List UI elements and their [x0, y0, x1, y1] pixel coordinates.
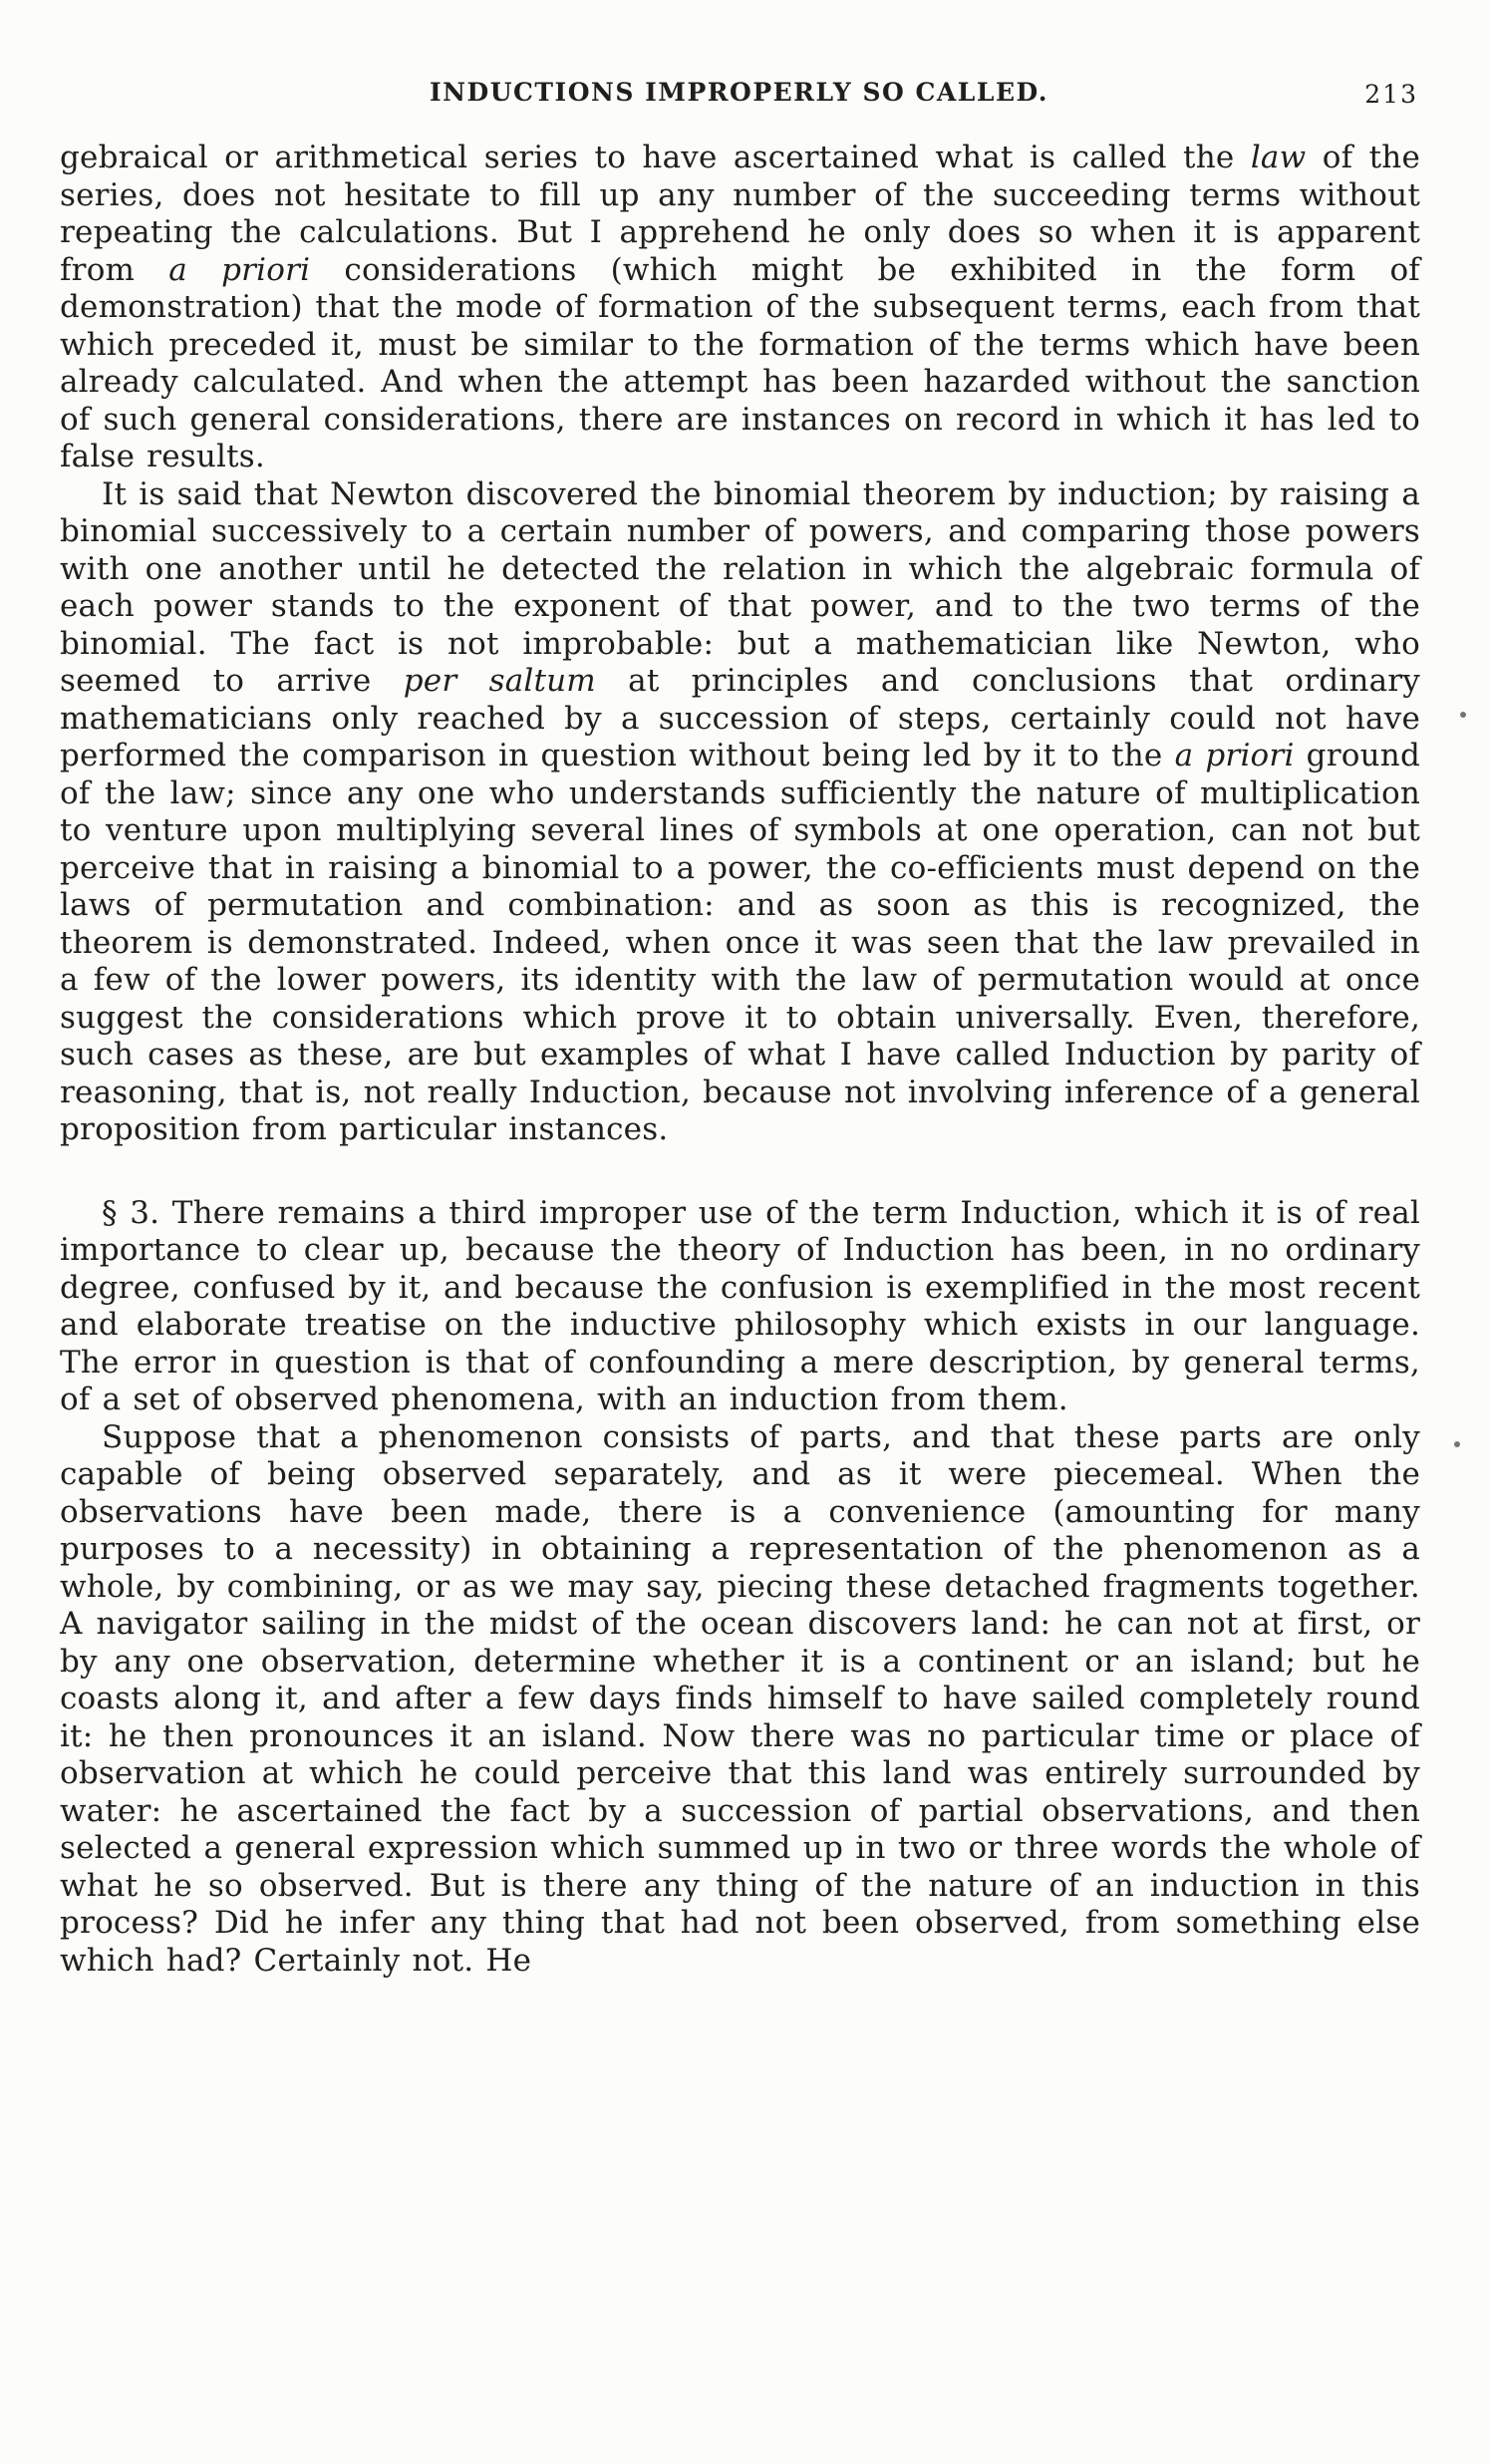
scan-speck	[1454, 1441, 1460, 1447]
page-number: 213	[1364, 80, 1418, 109]
scan-speck	[1460, 712, 1466, 718]
paragraph	[60, 140, 1420, 476]
text-run: ground of the law; since any one who understands sufficiently the nature of multiplication to venture upon multiplying several lines of symbols at one operation, can not but perceive that in raising a binomial to a power, the co-efficients must depend on the laws of permutation and combination: and as soon as this is recognized, the theorem is demonstrated. Indeed, when once it was seen that the law prevailed in a few of the lower powers, its identity with the law of permutation would at once suggest the considerations which prove it to obtain universally. Even, therefore, such cases as these, are but examples of what I have called Induction by parity of reasoning, that is, not really Induction, because not involving inference of a general proposition from particular instances.	[60, 738, 1420, 1147]
paragraph	[60, 1195, 1420, 1419]
text-run: § 3. There remains a third improper use of the term Induction, which it is of real importance to clear up, because the theory of Induction has been, in no ordinary degree, confused by it, and because the confusion is exemplified in the most recent and elaborate treatise on the inductive philosophy which exists in our language. The error in question is that of confounding a mere description, by general terms, of a set of observed phenomena, with an induction from them.	[60, 1194, 1420, 1417]
italic-text: a priori	[168, 251, 311, 288]
text-block	[60, 140, 1420, 1980]
page-header	[60, 78, 1418, 107]
italic-text: law	[1250, 140, 1307, 175]
paragraph	[60, 1419, 1420, 1981]
italic-text: a priori	[1174, 738, 1295, 773]
text-run: of the series, does not hesitate to fill up any number of the succeeding terms without repeating the calculations. But I apprehend he only does so when it is apparent from	[60, 140, 1420, 288]
paragraph	[60, 476, 1420, 1149]
text-run: at principles and conclusions that ordinary mathematicians only reached by a succession of steps, certainly could not have performed the comparison in question without being led by it to the	[60, 663, 1421, 773]
text-run: It is said that Newton discovered the binomial theorem by induction; by raising a binomial successively to a certain number of powers, and comparing those powers with one another until he detected the relation in which the algebraic formula of each power stands to the exponent of that power, and to the two terms of the binomial. The fact is not improbable: but a mathematician like Newton, who seemed to arrive	[60, 475, 1420, 699]
italic-text: per saltum	[403, 663, 596, 699]
text-run: Suppose that a phenomenon consists of parts, and that these parts are only capable of being observed separately, and as it were piecemeal. When the observations have been made, there is a convenience (amounting for many purposes to a necessity) in obtaining a representation of the phenomenon as a whole, by combining, or as we may say, piecing these detached fragments together. A navigator sailing in the midst of the ocean discovers land: he can not at first, or by any one observation, determine whether it is a continent or an island; but he coasts along it, and after a few days finds himself to have sailed completely round it: he then pronounces it an island. Now there was no particular time or place of observation at which he could perceive that this land was entirely surrounded by water: he ascertained the fact by a succession of partial observations, and then selected a general expression which summed up in two or three words the whole of what he so observed. But is there any thing of the nature of an induction in this process? Did he infer any thing that had not been observed, from something else which had? Certainly not. He	[60, 1418, 1420, 1979]
text-run: considerations (which might be exhibited in the form of demonstration) that the mode of formation of the subsequent terms, each from that which preceded it, must be similar to the formation of the terms which have been already calculated. And when the attempt has been hazarded without the sanction of such general considerations, there are instances on record in which it has led to false results.	[60, 251, 1420, 474]
text-run: gebraical or arithmetical series to have ascertained what is called the	[60, 140, 1251, 175]
running-title: INDUCTIONS IMPROPERLY SO CALLED.	[429, 78, 1049, 107]
